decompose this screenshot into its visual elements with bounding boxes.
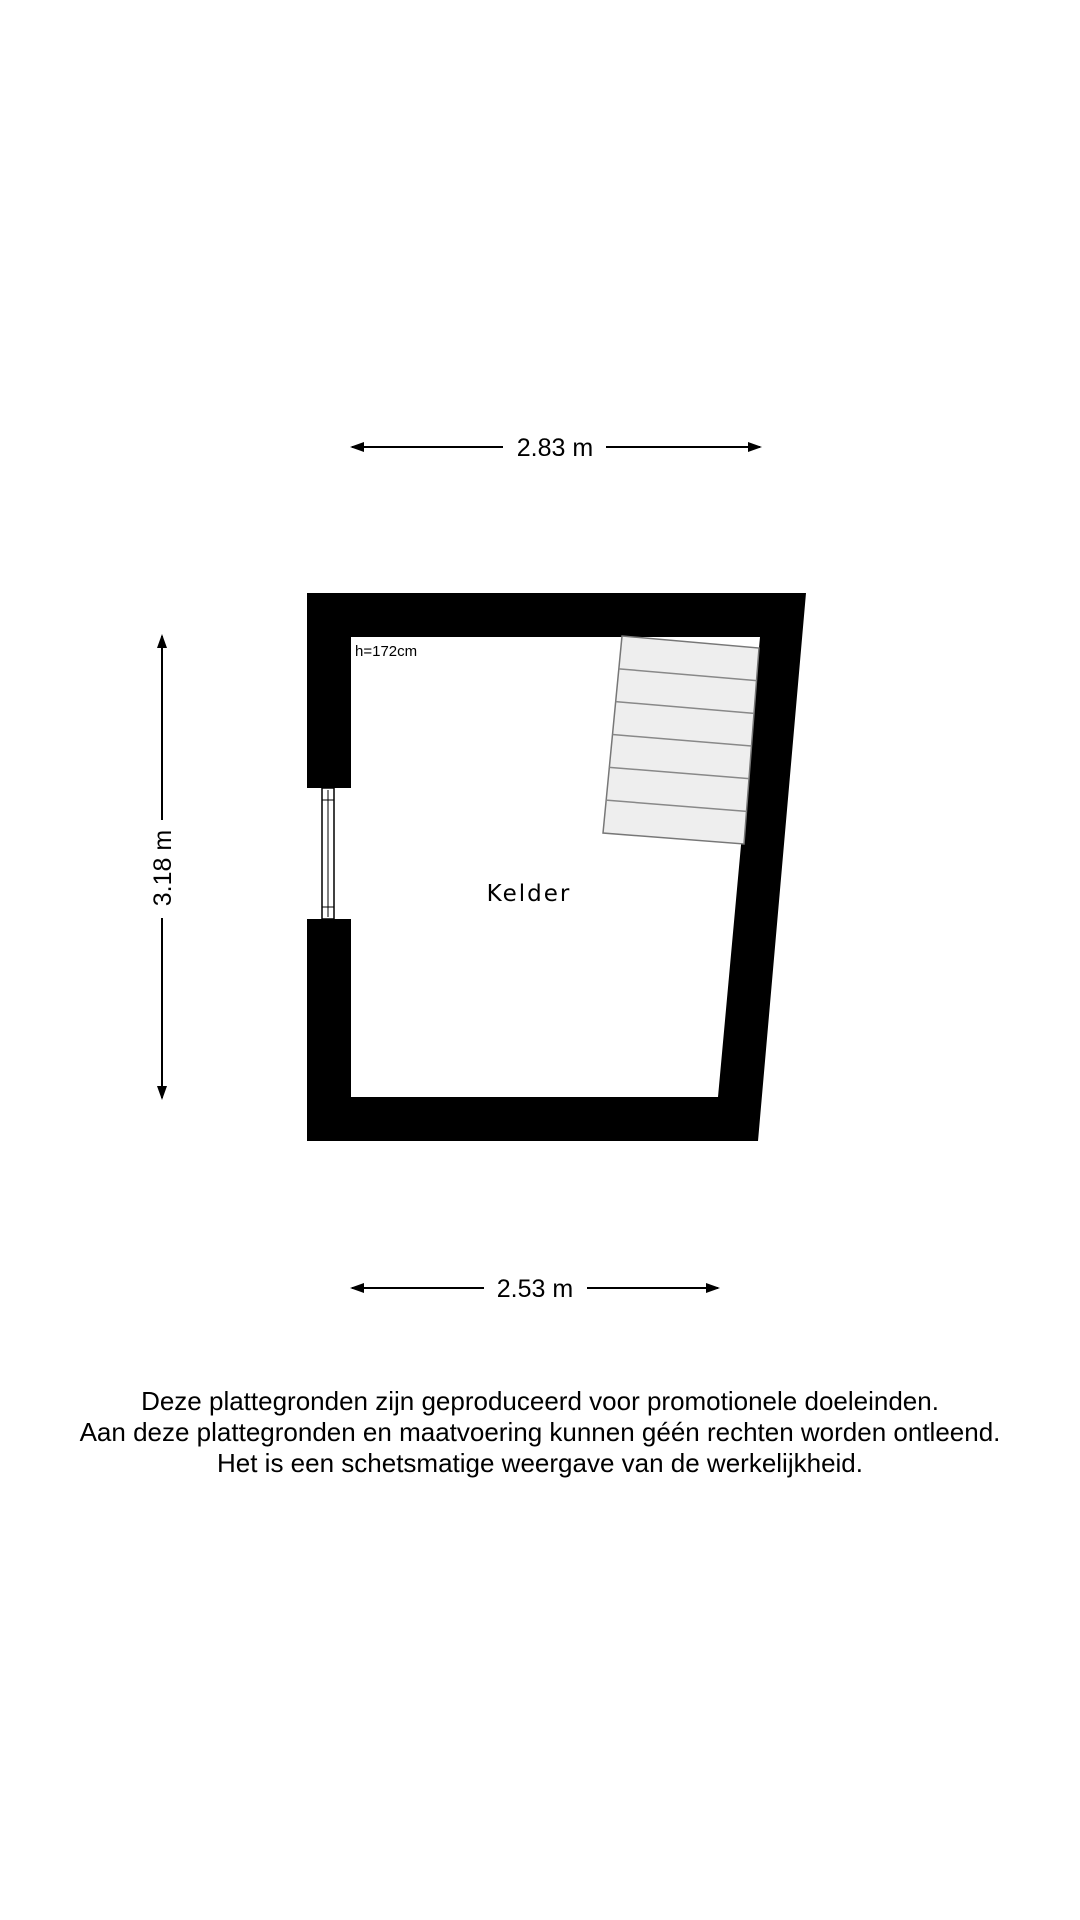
room-height-label: h=172cm bbox=[355, 643, 418, 660]
dimension-bottom-width bbox=[352, 1275, 718, 1303]
disclaimer-line-1: Deze plattegronden zijn geproduceerd voor promotionele doeleinden. bbox=[141, 1386, 939, 1416]
disclaimer bbox=[0, 1386, 1080, 1479]
dimension-label-top-width: 2.83 m bbox=[516, 434, 594, 462]
dimension-top-width bbox=[352, 434, 760, 462]
dimension-label-bottom-width: 2.53 m bbox=[496, 1275, 574, 1303]
stairs bbox=[603, 636, 759, 844]
disclaimer-line-2: Aan deze plattegronden en maatvoering kunnen géén rechten worden ontleend. bbox=[79, 1417, 1001, 1447]
dimension-label-left-height: 3.18 m bbox=[149, 829, 177, 907]
disclaimer-line-3: Het is een schetsmatige weergave van de werkelijkheid. bbox=[216, 1448, 863, 1478]
dimension-left-height bbox=[149, 636, 177, 1098]
room-name-label: Kelder bbox=[486, 881, 572, 907]
window bbox=[307, 788, 351, 919]
